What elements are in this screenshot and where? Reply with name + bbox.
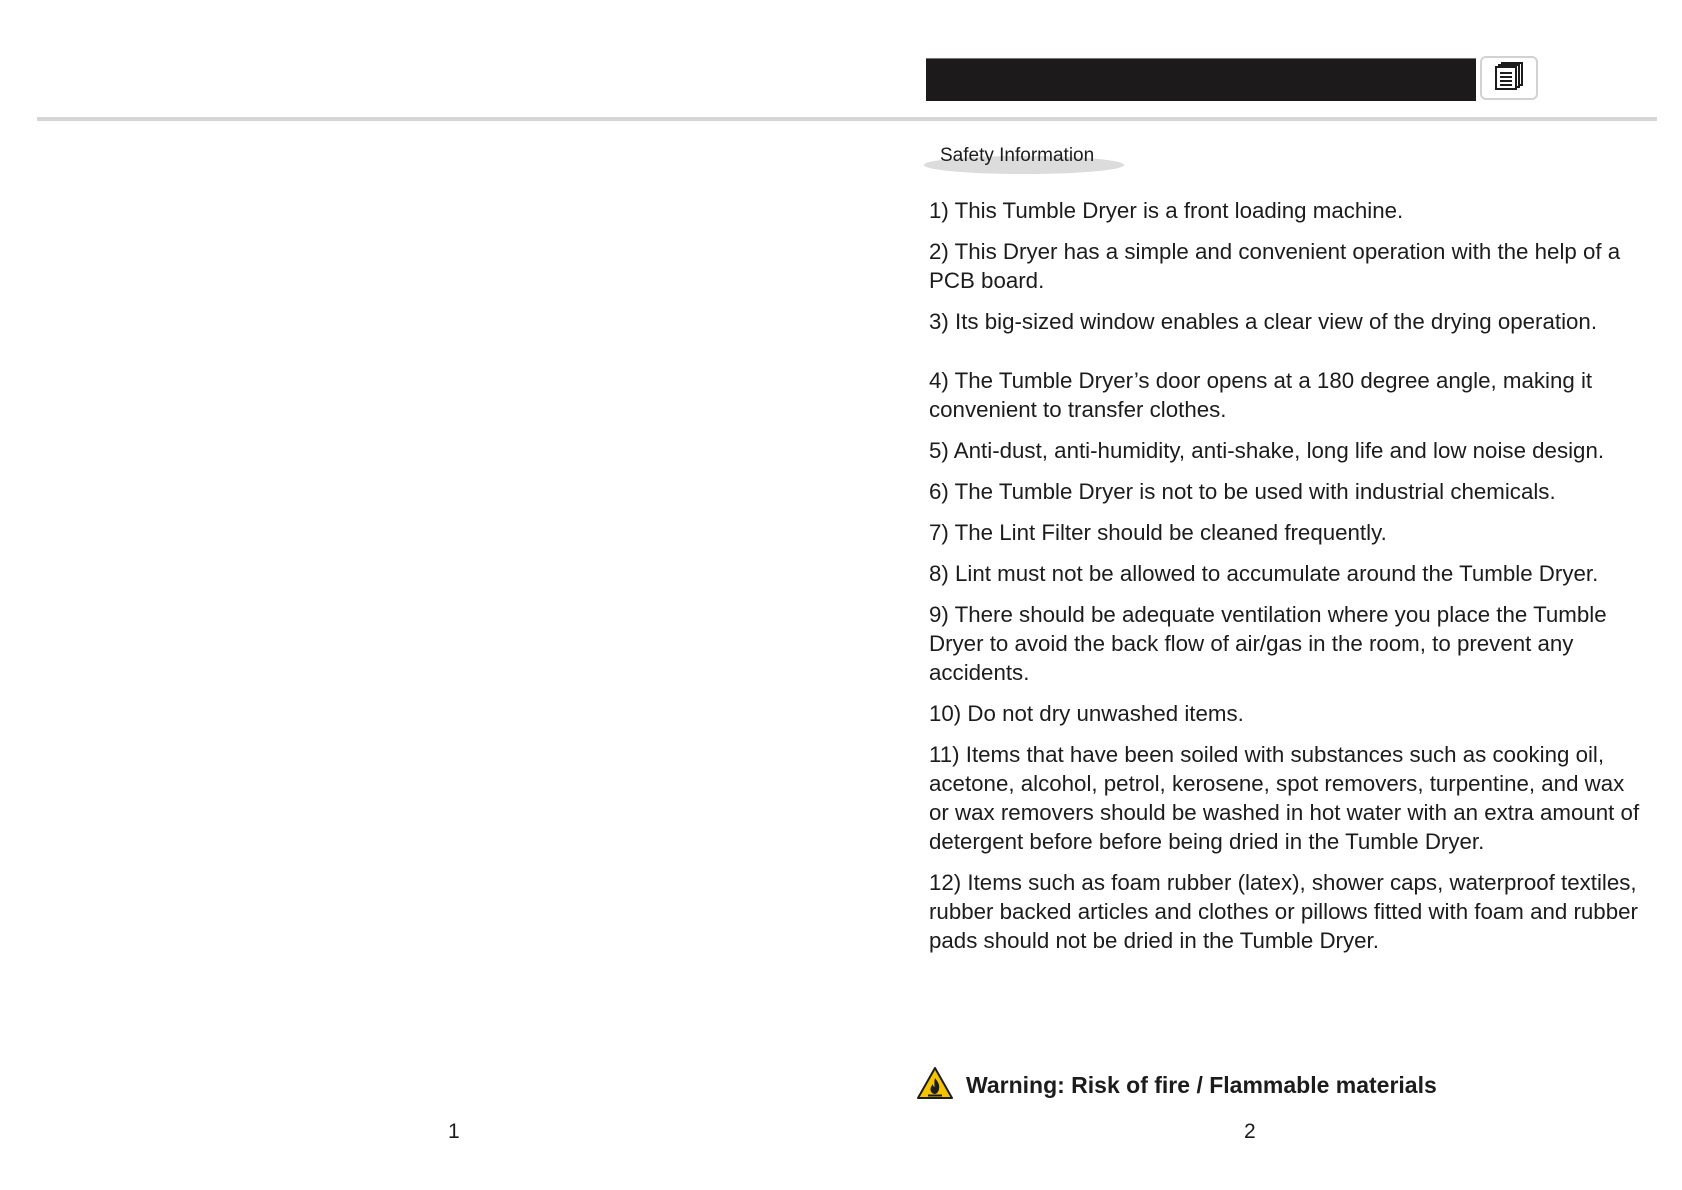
header-bar xyxy=(926,58,1476,101)
list-item: 3) Its big-sized window enables a clear view of the drying operation. xyxy=(929,309,1598,334)
warning xyxy=(916,1066,1437,1105)
list-item: 8) Lint must not be allowed to accumulate around the Tumble Dryer. xyxy=(929,561,1599,586)
list-item: 5) Anti-dust, anti-humidity, anti-shake, long life and low noise design. xyxy=(929,438,1605,463)
list-item: 2) This Dryer has a simple and convenient operation with the help of a PCB board. xyxy=(929,239,1621,293)
list-item: 1) This Tumble Dryer is a front loading machine. xyxy=(929,198,1404,223)
list-item: 10) Do not dry unwashed items. xyxy=(929,701,1244,726)
list-item: 6) The Tumble Dryer is not to be used with industrial chemicals. xyxy=(929,479,1556,504)
safety-list xyxy=(929,196,1649,967)
list-item: 12) Items such as foam rubber (latex), shower caps, waterproof textiles, rubber backed articles and clothes or pillows fitted with foam and rubber pads should not be dried in the Tumble Dryer. xyxy=(929,870,1638,953)
page-number-left: 1 xyxy=(448,1120,460,1143)
list-item: 7) The Lint Filter should be cleaned frequently. xyxy=(929,520,1387,545)
document-pages-icon xyxy=(1492,61,1526,96)
header-icon-box xyxy=(1480,56,1538,100)
fire-warning-icon xyxy=(916,1066,954,1105)
header-divider xyxy=(37,117,1657,121)
list-item: 4) The Tumble Dryer’s door opens at a 180 degree angle, making it convenient to transfer clothes. xyxy=(929,368,1593,422)
section-tab xyxy=(924,140,1124,176)
list-item: 11) Items that have been soiled with substances such as cooking oil, acetone, alcohol, petrol, kerosene, spot removers, turpentine, and wax or wax removers should be washed in hot water with an extra amount of detergent before before being dried in the Tumble Dryer. xyxy=(929,742,1640,854)
list-item: 9) There should be adequate ventilation where you place the Tumble Dryer to avoid the back flow of air/gas in the room, to prevent any accidents. xyxy=(929,602,1607,685)
page-number-right: 2 xyxy=(1244,1120,1256,1143)
section-title: Safety Information xyxy=(940,145,1095,166)
warning-text: Warning: Risk of fire / Flammable materials xyxy=(966,1072,1437,1098)
